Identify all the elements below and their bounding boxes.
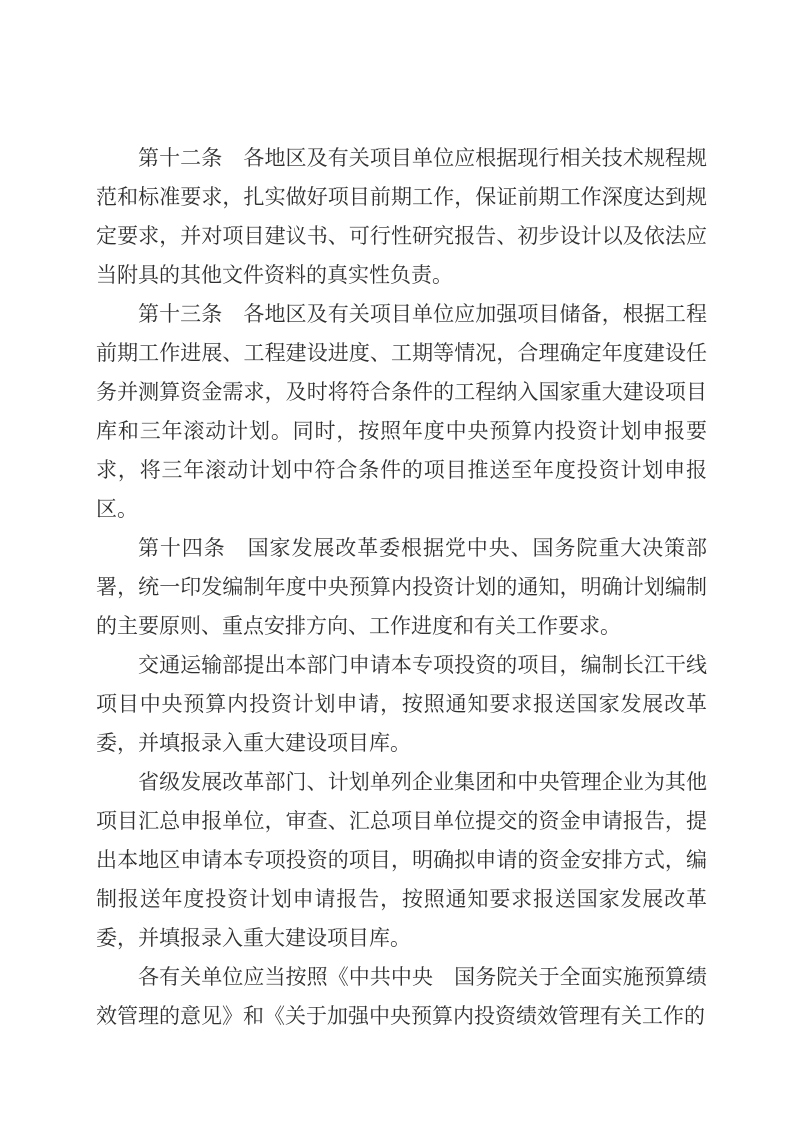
paragraph-article-12: 第十二条 各地区及有关项目单位应根据现行相关技术规程规范和标准要求，扎实做好项目前期工作，保证前期工作深度达到规定要求，并对项目建议书、可行性研究报告、初步设计以及依法应当附具的其他文件资料的真实性负责。 <box>96 146 707 287</box>
paragraph-article-13: 第十三条 各地区及有关项目单位应加强项目储备，根据工程前期工作进展、工程建设进度、工期等情况，合理确定年度建设任务并测算资金需求，及时将符合条件的工程纳入国家重大建设项目库和三年滚动计划。同时，按照年度中央预算内投资计划申报要求，将三年滚动计划中符合条件的项目推送至年度投资计划申报区。 <box>96 302 707 521</box>
paragraph-article-14: 第十四条 国家发展改革委根据党中央、国务院重大决策部署，统一印发编制年度中央预算内投资计划的通知，明确计划编制的主要原则、重点安排方向、工作进度和有关工作要求。 <box>96 536 707 638</box>
paragraph-performance-management: 各有关单位应当按照《中共中央 国务院关于全面实施预算绩效管理的意见》和《关于加强中央预算内投资绩效管理有关工作的 <box>96 965 707 1028</box>
document-body <box>96 139 707 1036</box>
paragraph-provincial-reform-departments: 省级发展改革部门、计划单列企业集团和中央管理企业为其他项目汇总申报单位，审查、汇总项目单位提交的资金申请报告，提出本地区申请本专项投资的项目，明确拟申请的资金安排方式，编制报送年度投资计划申请报告，按照通知要求报送国家发展改革委，并填报录入重大建设项目库。 <box>96 770 707 950</box>
paragraph-ministry-of-transport: 交通运输部提出本部门申请本专项投资的项目，编制长江干线项目中央预算内投资计划申请，按照通知要求报送国家发展改革委，并填报录入重大建设项目库。 <box>96 653 707 755</box>
